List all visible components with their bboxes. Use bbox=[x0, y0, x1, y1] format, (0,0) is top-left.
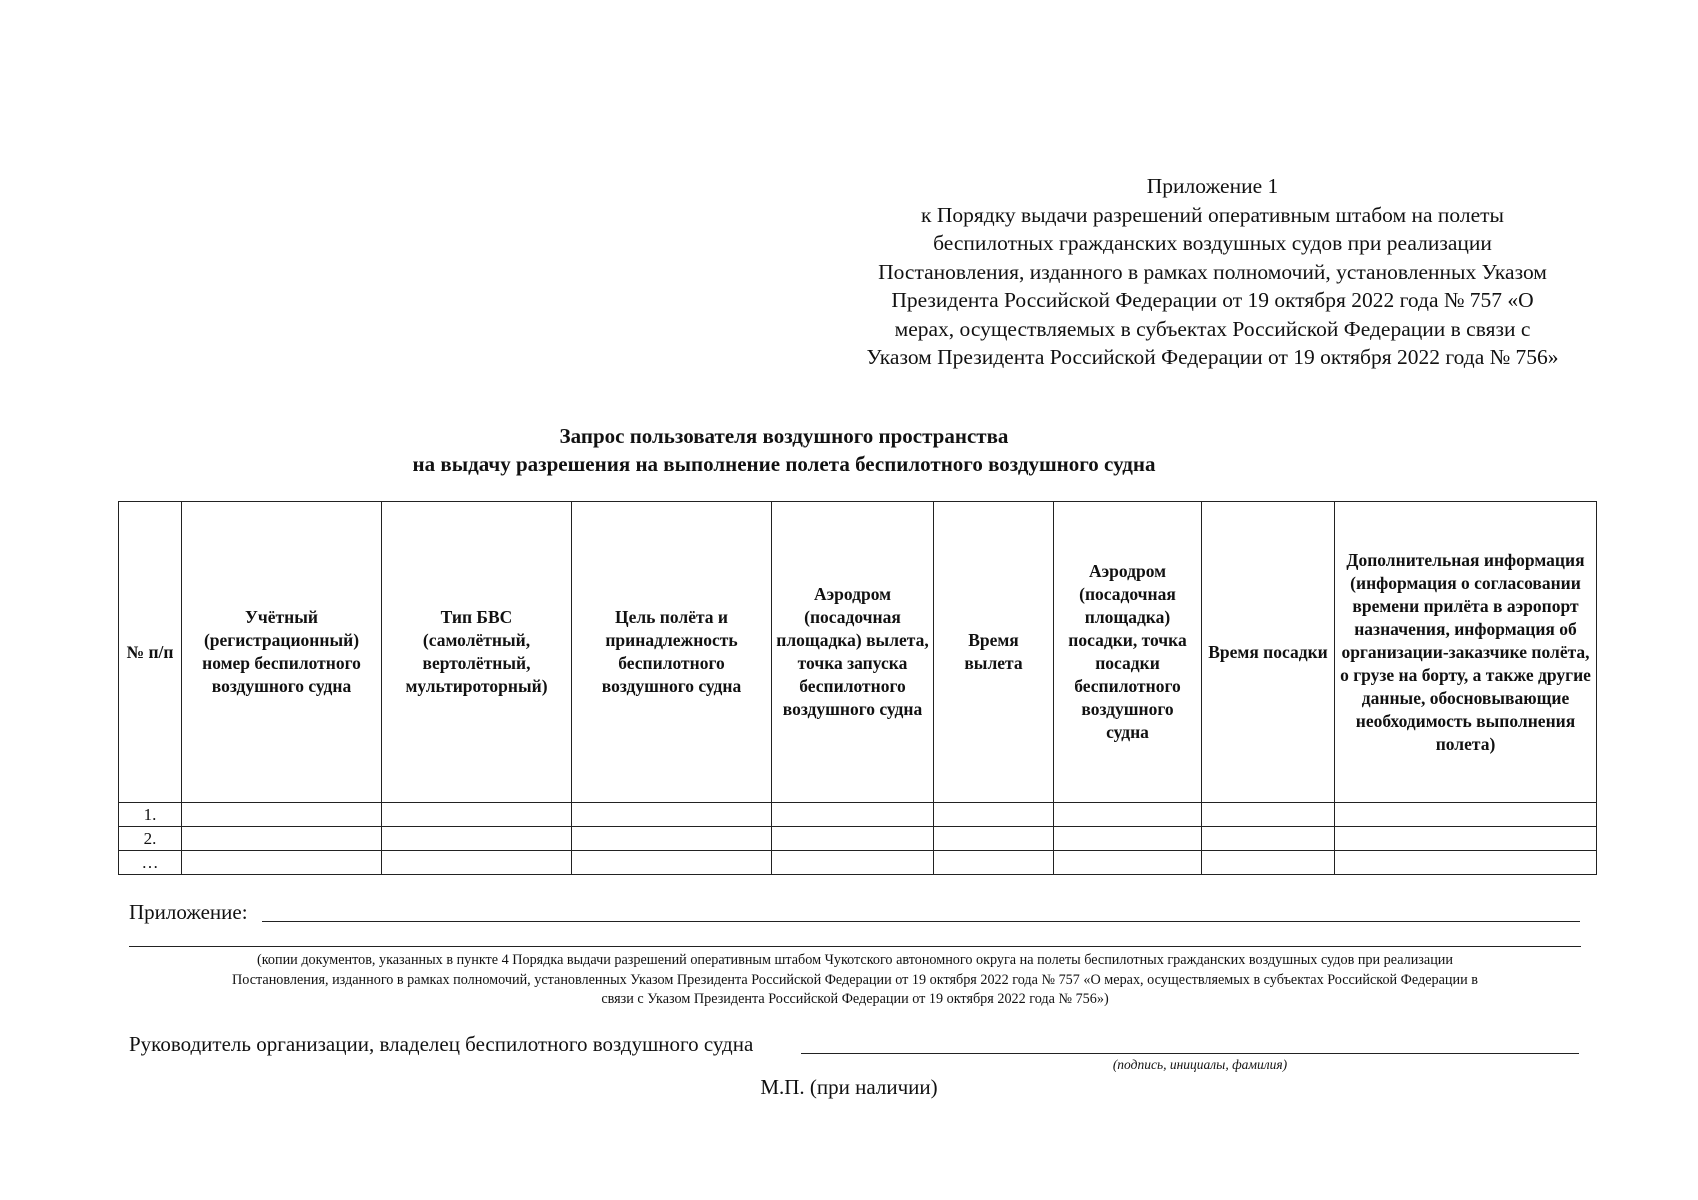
header-additional-info: Дополнительная информация (информация о согласовании времени прилёта в аэропорт назначения, информация об организации-заказчике полёта, о грузе на борту, а также другие данные, обосновывающие необходимость выполнения полета) bbox=[1335, 502, 1597, 803]
attachment-label: Приложение: bbox=[129, 900, 248, 924]
table-cell bbox=[772, 803, 934, 827]
header-flight-purpose: Цель полёта и принадлежность беспилотного воздушного судна bbox=[572, 502, 772, 803]
signature-fill-line bbox=[801, 1053, 1579, 1054]
table-cell bbox=[1335, 851, 1597, 875]
table-cell bbox=[1202, 827, 1335, 851]
attachment-fill-line-2 bbox=[129, 946, 1581, 947]
table-cell bbox=[1202, 803, 1335, 827]
table-cell bbox=[1054, 803, 1202, 827]
table-cell bbox=[182, 803, 382, 827]
note-line: Постановления, изданного в рамках полномочий, установленных Указом Президента Российской Федерации от 19 октября 2022 года № 757 «О мерах, осуществляемых в субъектах Российской Федерации в bbox=[232, 971, 1478, 988]
table-cell bbox=[934, 851, 1054, 875]
table-cell bbox=[772, 851, 934, 875]
signatory-label: Руководитель организации, владелец беспилотного воздушного судна bbox=[129, 1032, 754, 1056]
table-header-row bbox=[119, 502, 1597, 803]
table-cell bbox=[1054, 851, 1202, 875]
appendix-line: беспилотных гражданских воздушных судов при реализации bbox=[933, 231, 1492, 255]
header-uav-type: Тип БВС (самолётный, вертолётный, мультироторный) bbox=[382, 502, 572, 803]
table-cell bbox=[1335, 827, 1597, 851]
note-line: связи с Указом Президента Российской Федерации от 19 октября 2022 года № 756») bbox=[601, 991, 1109, 1007]
stamp-label bbox=[0, 1074, 1698, 1100]
table-cell bbox=[934, 803, 1054, 827]
table-cell bbox=[772, 827, 934, 851]
table-row bbox=[119, 851, 1597, 875]
header-departure-aerodrome: Аэродром (посадочная площадка) вылета, точка запуска беспилотного воздушного судна bbox=[772, 502, 934, 803]
table-cell bbox=[572, 851, 772, 875]
table-cell bbox=[382, 827, 572, 851]
document-title bbox=[0, 422, 1698, 478]
note-line: (копии документов, указанных в пункте 4 Порядка выдачи разрешений оперативным штабом Чукотского автономного округа на полеты беспилотных гражданских воздушных судов при реализации bbox=[257, 952, 1453, 968]
table-cell bbox=[1202, 851, 1335, 875]
table-cell bbox=[382, 803, 572, 827]
appendix-line: Президента Российской Федерации от 19 октября 2022 года № 757 «О bbox=[891, 288, 1534, 312]
header-registration-number: Учётный (регистрационный) номер беспилотного воздушного судна bbox=[182, 502, 382, 803]
signature-hint: (подпись, инициалы, фамилия) bbox=[1112, 1057, 1288, 1072]
table-cell: 2. bbox=[119, 827, 182, 851]
appendix-line: мерах, осуществляемых в субъектах Российской Федерации в связи с bbox=[894, 316, 1531, 341]
title-line-2: на выдачу разрешения на выполнение полета беспилотного воздушного судна bbox=[412, 452, 1156, 476]
table-cell: 1. bbox=[119, 803, 182, 827]
header-number: № п/п bbox=[119, 502, 182, 803]
header-departure-time: Время вылета bbox=[934, 502, 1054, 803]
title-line-1: Запрос пользователя воздушного пространства bbox=[559, 424, 1009, 448]
appendix-line: Приложение 1 bbox=[1146, 174, 1279, 198]
table-cell bbox=[934, 827, 1054, 851]
appendix-block bbox=[805, 172, 1620, 372]
table-cell bbox=[1335, 803, 1597, 827]
table-cell bbox=[182, 851, 382, 875]
appendix-line: Указом Президента Российской Федерации от 19 октября 2022 года № 756» bbox=[866, 345, 1559, 369]
header-landing-time: Время посадки bbox=[1202, 502, 1335, 803]
stamp-text: М.П. (при наличии) bbox=[760, 1075, 938, 1099]
attachment-note bbox=[129, 951, 1581, 1010]
appendix-line: Постановления, изданного в рамках полномочий, установленных Указом bbox=[878, 259, 1547, 284]
table-row bbox=[119, 827, 1597, 851]
table-cell: … bbox=[119, 851, 182, 875]
appendix-line: к Порядку выдачи разрешений оперативным штабом на полеты bbox=[921, 202, 1504, 227]
table-cell bbox=[1054, 827, 1202, 851]
table-cell bbox=[572, 827, 772, 851]
table-row bbox=[119, 803, 1597, 827]
table-cell bbox=[182, 827, 382, 851]
table-cell bbox=[382, 851, 572, 875]
table-cell bbox=[572, 803, 772, 827]
header-landing-aerodrome: Аэродром (посадочная площадка) посадки, точка посадки беспилотного воздушного судна bbox=[1054, 502, 1202, 803]
request-table bbox=[118, 501, 1597, 875]
attachment-fill-line bbox=[262, 921, 1580, 922]
